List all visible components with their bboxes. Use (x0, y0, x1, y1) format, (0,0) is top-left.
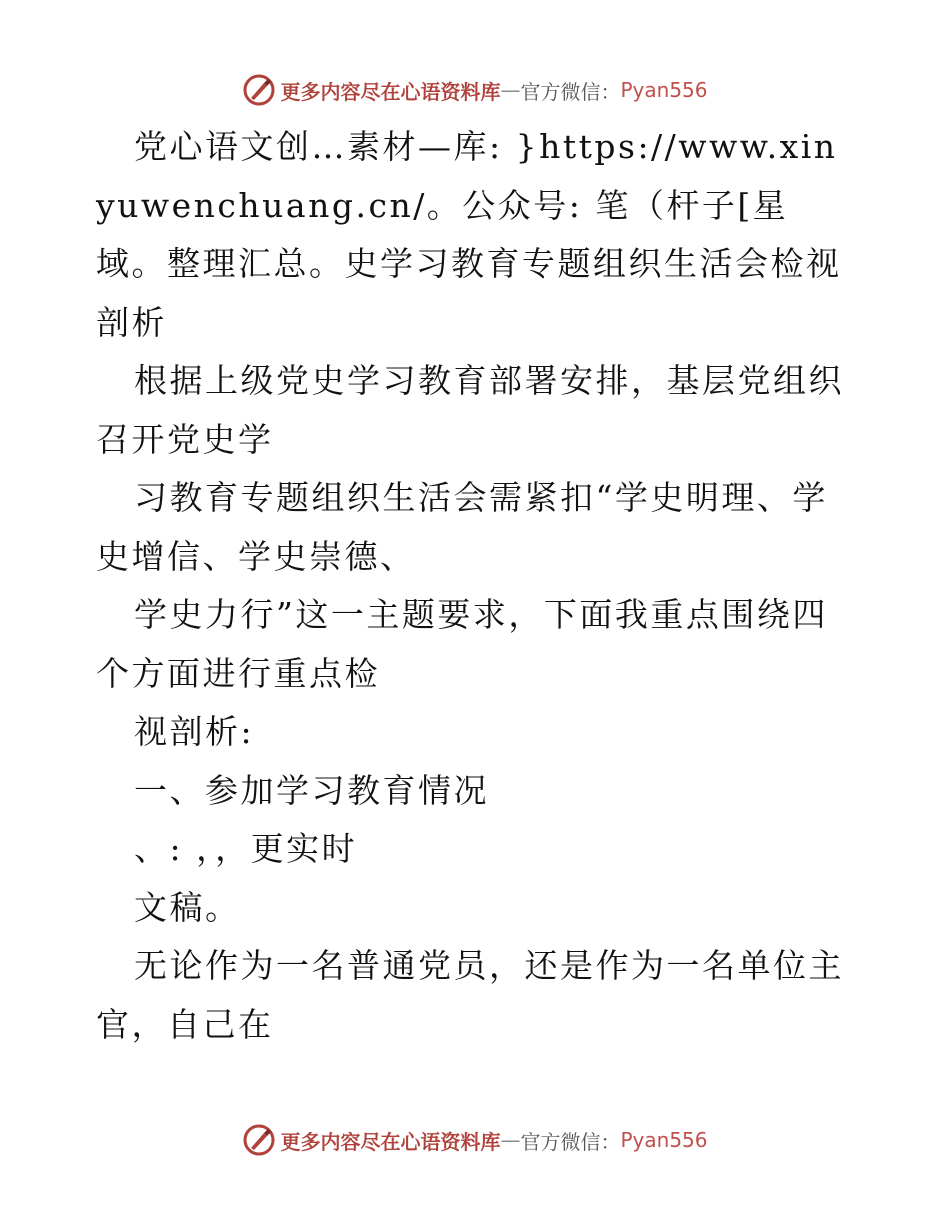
banner-wechat-id: Pyan556 (620, 1128, 708, 1152)
banner-wechat-id: Pyan556 (620, 78, 708, 102)
document-body (96, 118, 856, 1054)
pen-logo-icon (242, 1123, 276, 1157)
banner-wechat-label: 官方微信： (520, 1129, 621, 1154)
paragraph: 、: ，，更实时 (134, 829, 358, 868)
paragraph: 文稿。 (134, 887, 241, 927)
banner-main-text: 更多内容尽在心语资料库 (280, 79, 501, 104)
paragraph: 视剖析: (134, 712, 255, 751)
paragraph: 根据上级党史学习教育部署安排，基层党组织召开党史学 (96, 361, 844, 459)
footer-watermark-banner (0, 1120, 950, 1160)
banner-wechat-label: 官方微信： (520, 79, 621, 104)
section-heading: 一、参加学习教育情况 (134, 770, 489, 810)
paragraph: 学史力行”这一主题要求，下面我重点围绕四个方面进行重点检 (96, 595, 828, 693)
banner-separator: — (500, 1128, 521, 1152)
banner-main-text: 更多内容尽在心语资料库 (280, 1129, 501, 1154)
header-watermark-banner (0, 70, 950, 110)
paragraph: 无论作为一名普通党员，还是作为一名单位主官，自己在 (96, 946, 844, 1044)
banner-separator: — (500, 78, 521, 102)
paragraph: 党心语文创…素材—库: }https://www.xinyuwenchuang.cn/。公众号: 笔（杆子[星域。整理汇总。史学习教育专题组织生活会检视剖析 (96, 127, 842, 342)
pen-logo-icon (242, 73, 276, 107)
paragraph: 习教育专题组织生活会需紧扣“学史明理、学史增信、学史崇德、 (96, 478, 828, 576)
